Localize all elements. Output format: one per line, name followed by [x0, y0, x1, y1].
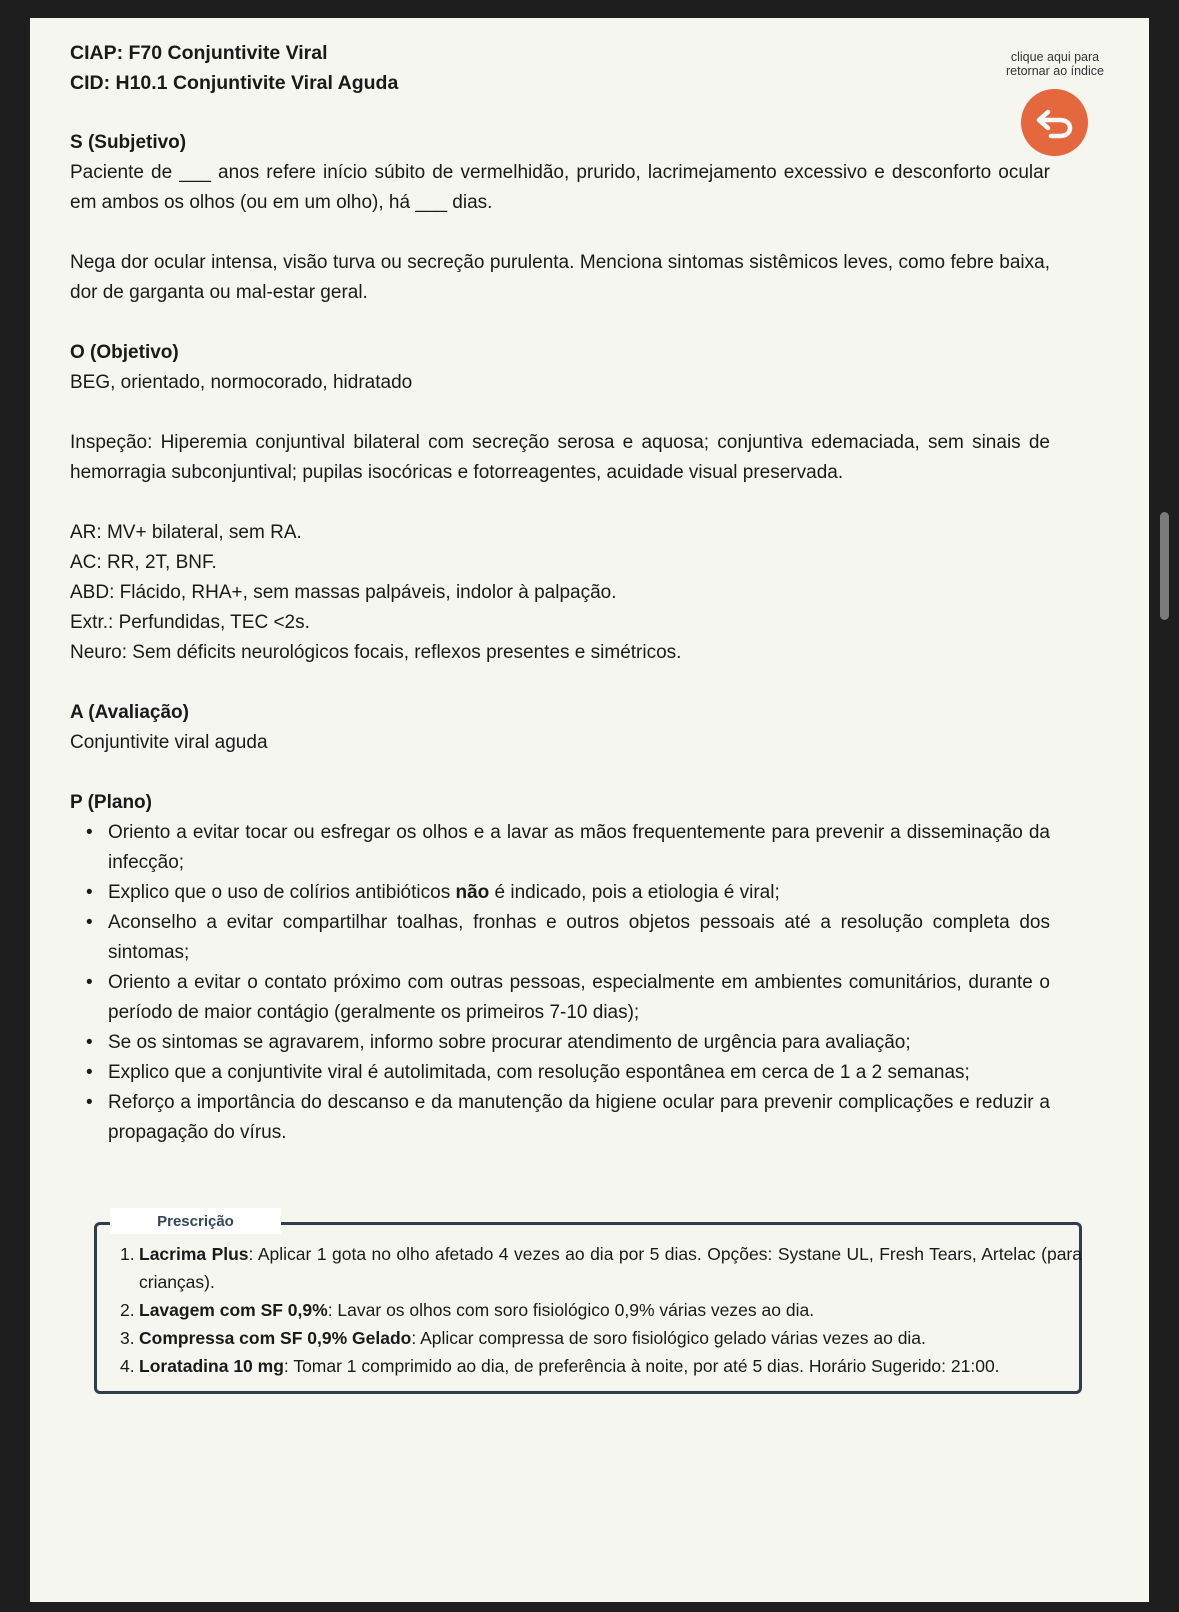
exam-ac: AC: RR, 2T, BNF. [70, 552, 217, 573]
plano-list [70, 818, 1050, 1148]
plano-item-text: é indicado, pois a etiologia é viral; [489, 882, 780, 903]
avaliacao-text: Conjuntivite viral aguda [70, 732, 268, 753]
prescription-list [120, 1240, 1082, 1380]
prescription-item [120, 1324, 1082, 1352]
prescription-item-name: Compressa com SF 0,9% Gelado [139, 1328, 412, 1348]
prescription-item-text: : Tomar 1 comprimido ao dia, de preferência à noite, por até 5 dias. Horário Sugerido: 21:00. [283, 1356, 1000, 1376]
plano-item: • Explico que a conjuntivite viral é autolimitada, com resolução espontânea em cerca de 1 a 2 semanas; [108, 1058, 1050, 1088]
objetivo-inspection: Inspeção: Hiperemia conjuntival bilateral com secreção serosa e aquosa; conjuntiva edemaciada, sem sinais de hemorragia subconjuntival; pupilas isocóricas e fotorreagentes, acuidade visual preservada. [70, 432, 1050, 483]
plano-item: • Aconselho a evitar compartilhar toalhas, fronhas e outros objetos pessoais até a resolução completa dos sintomas; [108, 908, 1050, 968]
prescription-item-number: 1. [120, 1244, 135, 1264]
return-to-index-button[interactable] [1021, 89, 1088, 156]
cid-heading: CID: H10.1 Conjuntivite Viral Aguda [70, 72, 399, 94]
plano-item-text: Explico que o uso de colírios antibióticos [108, 882, 456, 903]
prescription-label: Prescrição [110, 1208, 281, 1234]
prescription-item [120, 1296, 1082, 1324]
prescription-item-name: Lacrima Plus [139, 1244, 249, 1264]
return-arrow-icon [1034, 103, 1076, 143]
plano-title: P (Plano) [70, 792, 152, 813]
exam-abd: ABD: Flácido, RHA+, sem massas palpáveis, indolor à palpação. [70, 582, 617, 603]
prescription-item-number: 4. [120, 1356, 135, 1376]
exam-ar: AR: MV+ bilateral, sem RA. [70, 522, 302, 543]
plano-item [108, 878, 1050, 908]
prescription-item-text: : Aplicar 1 gota no olho afetado 4 vezes ao dia por 5 dias. Opções: Systane UL, Fresh Tears, Artelac (para crianças). [139, 1244, 1082, 1292]
prescription-item-text: : Lavar os olhos com soro fisiológico 0,9% várias vezes ao dia. [327, 1300, 815, 1320]
prescription-item [120, 1352, 1082, 1380]
prescription-item [120, 1240, 1082, 1296]
return-to-index-link[interactable] [990, 50, 1120, 78]
plano-item-emphasis: não [455, 882, 490, 903]
prescription-item-name: Loratadina 10 mg [139, 1356, 284, 1376]
plano-item: • Oriento a evitar o contato próximo com outras pessoas, especialmente em ambientes comunitários, durante o período de maior contágio (geralmente os primeiros 7-10 dias); [108, 968, 1050, 1028]
subjetivo-paragraph-2: Nega dor ocular intensa, visão turva ou secreção purulenta. Menciona sintomas sistêmicos leves, como febre baixa, dor de garganta ou mal-estar geral. [70, 252, 1050, 303]
prescription-item-text: : Aplicar compressa de soro fisiológico gelado várias vezes ao dia. [411, 1328, 926, 1348]
return-link-text-line2[interactable]: retornar ao índice [1006, 64, 1104, 78]
prescription-item-number: 2. [120, 1300, 135, 1320]
prescription-item-number: 3. [120, 1328, 135, 1348]
ciap-heading: CIAP: F70 Conjuntivite Viral [70, 42, 328, 64]
plano-item: • Oriento a evitar tocar ou esfregar os olhos e a lavar as mãos frequentemente para prevenir a disseminação da infecção; [108, 818, 1050, 878]
plano-item: • Reforço a importância do descanso e da manutenção da higiene ocular para prevenir complicações e reduzir a propagação do vírus. [108, 1088, 1050, 1148]
plano-item: • Se os sintomas se agravarem, informo sobre procurar atendimento de urgência para avaliação; [108, 1028, 1050, 1058]
exam-extr: Extr.: Perfundidas, TEC <2s. [70, 612, 310, 633]
avaliacao-title: A (Avaliação) [70, 702, 189, 723]
prescription-item-name: Lavagem com SF 0,9% [139, 1300, 328, 1320]
vertical-scrollbar[interactable] [1160, 512, 1169, 620]
return-link-text-line1[interactable]: clique aqui para [1010, 50, 1100, 64]
objetivo-general-state: BEG, orientado, normocorado, hidratado [70, 372, 413, 393]
subjetivo-title: S (Subjetivo) [70, 132, 187, 153]
soap-note [70, 38, 1050, 1148]
exam-neuro: Neuro: Sem déficits neurológicos focais, reflexos presentes e simétricos. [70, 642, 682, 663]
objetivo-title: O (Objetivo) [70, 342, 179, 363]
subjetivo-paragraph-1: Paciente de ___ anos refere início súbito de vermelhidão, prurido, lacrimejamento excessivo e desconforto ocular em ambos os olhos (ou em um olho), há ___ dias. [70, 162, 1050, 213]
